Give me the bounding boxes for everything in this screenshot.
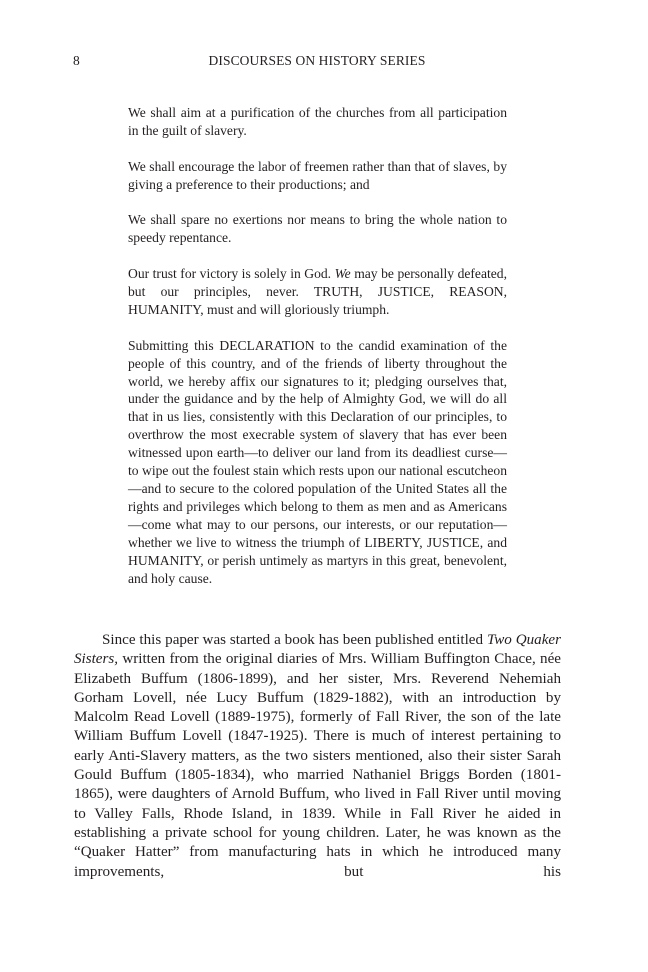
quote-paragraph: We shall aim at a purification of the churches from all participation in the guilt of slavery. xyxy=(128,105,507,138)
page-number: 8 xyxy=(73,53,80,68)
block-quote xyxy=(128,104,507,587)
quote-paragraph xyxy=(128,265,507,319)
body-text-segment: Since this paper was started a book has been published entitled xyxy=(102,632,487,648)
quote-paragraph: We shall encourage the labor of freemen rather than that of slaves, by giving a preference to their productions; and xyxy=(128,158,507,192)
quote-paragraph: Submitting this DECLARATION to the candid examination of the people of this country, and of the friends of liberty throughout the world, we hereby affix our signatures to it; pledging ourselves that, under the guidance and by the help of Almighty God, we will do all that in us lies, consistently with this Declaration of our principles, to overthrow the most execrable system of slavery that has ever been witnessed upon earth—to deliver our land from its deadliest curse—to wipe out the foulest stain which rests upon our national escutcheon—and to secure to the colored population of the United States all the rights and privileges which belong to them as men and as Americans—come what may to our persons, our interests, or our reputation—whether we live to witness the triumph of LIBERTY, JUSTICE, and HUMANITY, or perish untimely as martyrs in this great, benevolent, and holy cause. xyxy=(128,337,507,586)
quote-text: may be personally defeated, but our principles, never. TRUTH, JUSTICE, REASON, HUMANITY, must and will gloriously triumph. xyxy=(128,266,507,317)
body-text-segment: written from the original diaries of Mrs. William Buffington Chace, née Elizabeth Buffum (1806-1899), and her sister, Mrs. Reverend Nehemiah Gorham Lovell, née Lucy Buffum (1829-1882), with an introduction by Malcolm Read Lovell (1889-1975), formerly of Fall River, the son of the late William Buffum Lovell (1847-1925). There is much of interest pertaining to early Anti-Slavery matters, as the two sisters mentioned, also their sister Sarah Gould Buffum (1805-1834), who married Nathaniel Briggs Borden (1801-1865), were daughters of Arnold Buffum, who lived in Fall River until moving to Valley Falls, Rhode Island, in 1839. While in Fall River he aided in establishing a private school for young children. Later, he was known as the “Quaker Hatter” from manufacturing hats in which he introduced many improvements, but his xyxy=(74,651,561,880)
page-header xyxy=(73,52,561,70)
emphasis-text: We xyxy=(334,266,351,282)
book-title: Two Quaker Sisters, xyxy=(74,632,561,668)
body-text xyxy=(74,631,561,882)
running-title: DISCOURSES ON HISTORY SERIES xyxy=(208,53,426,68)
body-paragraph xyxy=(74,631,561,882)
quote-text: Our trust for victory is solely in God. xyxy=(128,266,335,282)
quote-paragraph: We shall spare no exertions nor means to bring the whole nation to speedy repentance. xyxy=(128,212,507,246)
